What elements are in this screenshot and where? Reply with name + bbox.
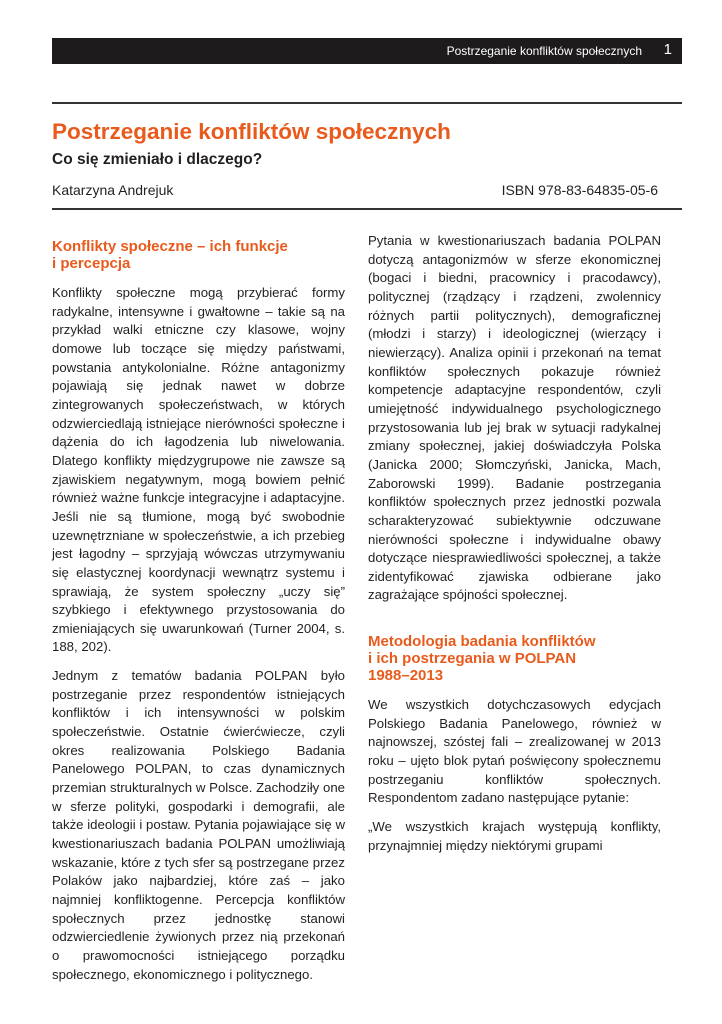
page-number: 1	[663, 41, 672, 58]
heading-line: Konflikty społeczne – ich funkcje	[52, 238, 288, 255]
article-title: Postrzeganie konfliktów społecznych	[52, 119, 451, 144]
heading-line: Metodologia badania konfliktów	[368, 633, 596, 651]
right-column	[368, 232, 661, 865]
paragraph: Pytania w kwestionariuszach badania POLPAN dotyczą antagonizmów w sferze ekonomicznej (bogaci i biedni, pracownicy i pracodawcy), politycznej (rządzący i rządzeni, zwolennicy różnych partii politycznych), demograficznej (młodzi i starzy) i ideologicznej (wierzący i niewierzący). Analiza opinii i przekonań na temat konfliktów społecznych pokazuje również kompetencje adaptacyjne respondentów, czyli umiejętność indywidualnego psychologicznego przystosowania lub jej brak w sytuacji radykalnej zmiany społecznej, jakiej doświadczyła Polska (Janicka 2000; Słomczyński, Janicka, Mach, Zaborowski 1999). Badanie postrzegania konfliktów społecznych przez jednostki pozwala scharakteryzować subiektywnie odczuwane nierówności społeczne i indywidualne obawy dotyczące niesprawiedliwości społecznej, a także zidentyfikować zjawiska odbierane jako zagrażające spójności społecznej.	[368, 233, 661, 603]
paragraph: „We wszystkich krajach występują konflikty, przynajmniej między niektórymi grupami	[368, 819, 661, 853]
left-column	[52, 232, 345, 994]
top-divider	[52, 102, 682, 104]
author-name: Katarzyna Andrejuk	[52, 182, 174, 198]
running-header-bar	[52, 38, 682, 64]
paragraph: We wszystkich dotychczasowych edycjach Polskiego Badania Panelowego, również w najnowszej, szóstej fali – zrealizowanej w 2013 roku – ujęto blok pytań poświęcony społecznemu postrzeganiu konfliktów społecznych. Respondentom zadano następujące pytanie:	[368, 697, 661, 806]
heading-line: i percepcja	[52, 255, 131, 272]
article-subtitle: Co się zmieniało i dlaczego?	[52, 151, 263, 168]
header-divider	[52, 208, 682, 210]
running-head: Postrzeganie konfliktów społecznych	[446, 44, 642, 58]
section-heading-functions	[52, 238, 345, 272]
isbn-number: ISBN 978-83-64835-05-6	[501, 182, 658, 198]
paragraph: Konflikty społeczne mogą przybierać formy radykalne, intensywne i gwałtowne – takie są na przykład walki etniczne czy klasowe, wojny domowe lub toczące się między państwami, powstania antykolonialne. Różne antagonizmy pojawiają się jednak nawet w dobrze zintegrowanych społeczeństwach, w których odzwierciedlają istniejące nierówności społeczne i dążenia do ich łagodzenia lub niwelowania. Dlatego konflikty międzygrupowe nie zawsze są zjawiskiem negatywnym, mogą bowiem pełnić również ważne funkcje integracyjne i adaptacyjne. Jeśli nie są tłumione, mogą być swobodnie uzewnętrzniane w społeczeństwie, a ich przebieg jest łagodny – sprzyjają wówczas utrzymywaniu się elastycznej koordynacji wewnątrz systemu i sprawiają, że system społeczny „uczy się” szybkiego i efektywnego przystosowania do zmieniających się uwarunkowań (Turner 2004, s. 188, 202).	[52, 285, 345, 655]
section-heading-methodology	[368, 633, 661, 684]
heading-line: i ich postrzegania w POLPAN	[368, 650, 577, 668]
heading-line: 1988–2013	[368, 667, 444, 685]
paragraph: Jednym z tematów badania POLPAN było postrzeganie przez respondentów istniejących konfliktów i ich intensywności w polskim społeczeństwie. Ostatnie ćwierćwiecze, czyli okres realizowania Polskiego Badania Panelowego POLPAN, to czas dynamicznych przemian strukturalnych w Polsce. Zachodziły one w sferze polityki, gospodarki i demografii, ale także ideologii i postaw. Pytania pojawiające się w kwestionariuszach badania POLPAN umożliwiają wskazanie, które z tych sfer są postrzegane przez Polaków jako najbardziej, które zaś – jako najmniej konfliktogenne. Percepcja konfliktów społecznych przez jednostkę stanowi odzwierciedlenie żywionych przez nią przekonań o prawomocności istniejącego porządku społecznego, ekonomicznego i politycznego.	[52, 668, 345, 982]
